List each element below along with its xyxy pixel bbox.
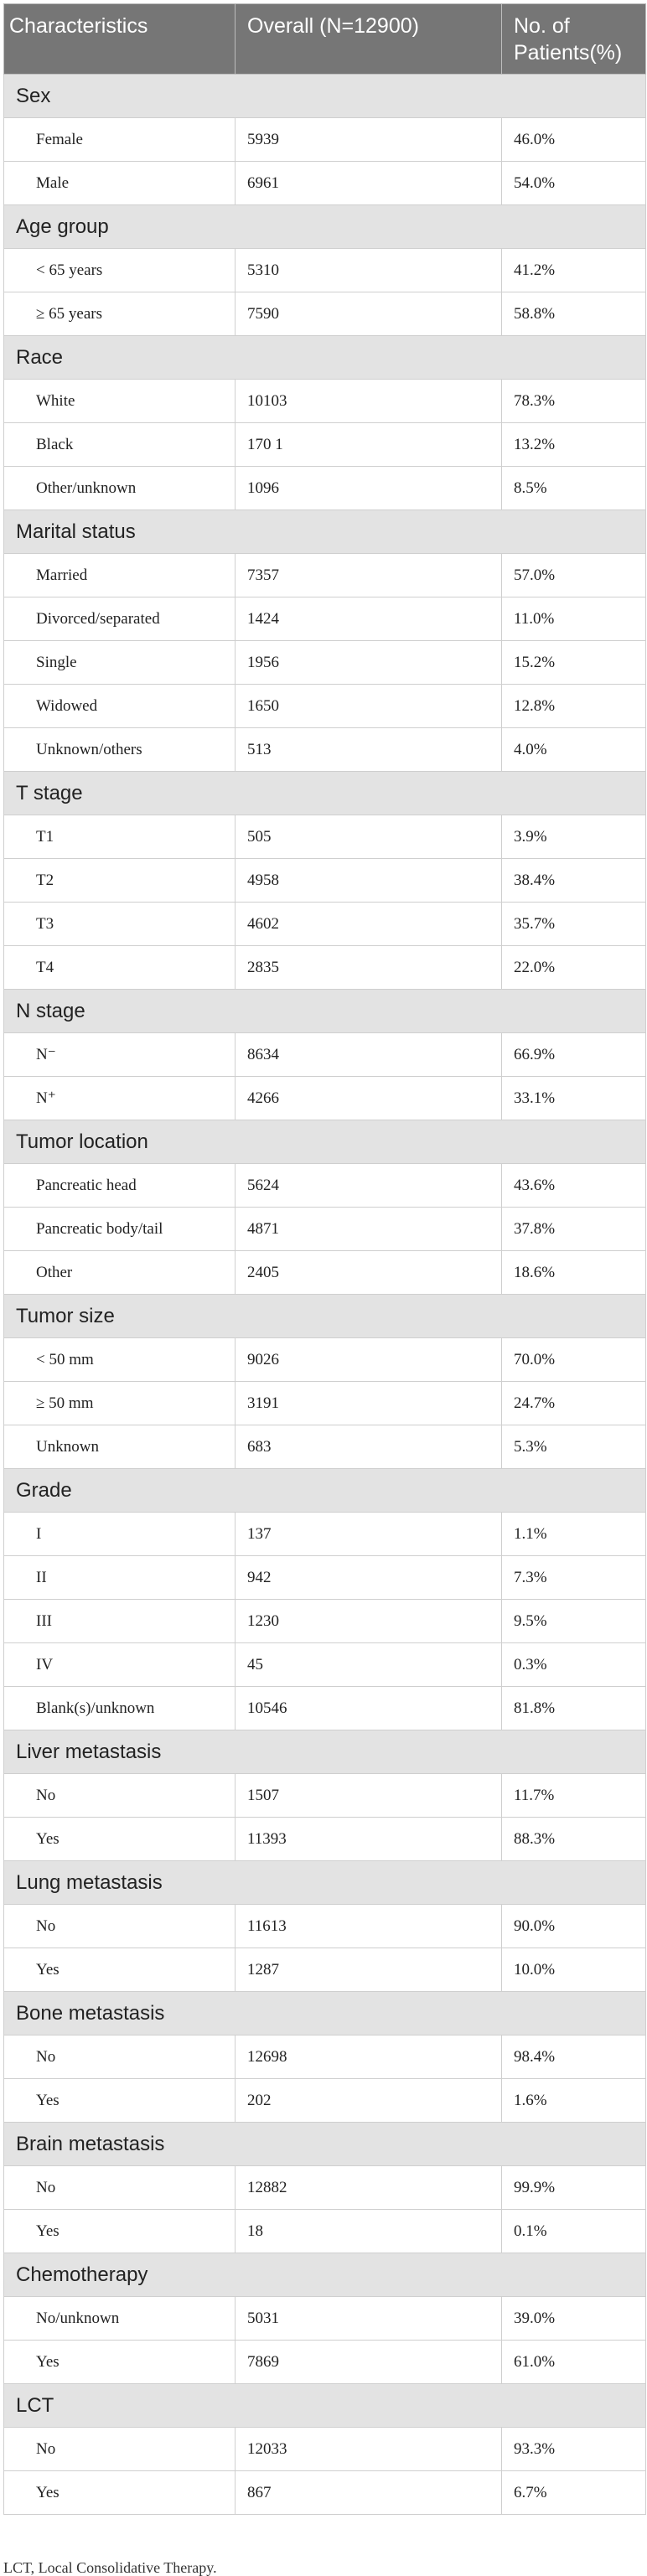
- row-count: 4266: [236, 1077, 502, 1120]
- row-count: 18: [236, 2210, 502, 2253]
- section-title: Chemotherapy: [4, 2253, 646, 2297]
- row-count: 4958: [236, 859, 502, 903]
- row-label: White: [4, 380, 236, 423]
- table-row: [4, 423, 646, 467]
- row-count: 11613: [236, 1905, 502, 1948]
- row-count: 1507: [236, 1774, 502, 1818]
- table-row: [4, 1251, 646, 1295]
- table-row: [4, 292, 646, 336]
- section-title: Liver metastasis: [4, 1730, 646, 1774]
- row-label: Divorced/separated: [4, 597, 236, 641]
- row-count: 6961: [236, 162, 502, 205]
- row-label: Black: [4, 423, 236, 467]
- row-count: 4871: [236, 1208, 502, 1251]
- row-percent: 38.4%: [502, 859, 646, 903]
- row-count: 12882: [236, 2166, 502, 2210]
- table-row: [4, 1338, 646, 1382]
- table-row: [4, 1208, 646, 1251]
- section-header-row: [4, 510, 646, 554]
- row-percent: 11.7%: [502, 1774, 646, 1818]
- row-percent: 99.9%: [502, 2166, 646, 2210]
- table-row: [4, 685, 646, 728]
- section-header-row: [4, 1861, 646, 1905]
- row-label: Married: [4, 554, 236, 597]
- table-row: [4, 2210, 646, 2253]
- row-percent: 66.9%: [502, 1033, 646, 1077]
- row-count: 7357: [236, 554, 502, 597]
- table-row: [4, 1905, 646, 1948]
- section-title: Lung metastasis: [4, 1861, 646, 1905]
- row-percent: 12.8%: [502, 685, 646, 728]
- row-label: I: [4, 1513, 236, 1556]
- row-count: 202: [236, 2079, 502, 2123]
- table-footnote: LCT, Local Consolidative Therapy.: [3, 2559, 217, 2576]
- row-count: 1424: [236, 597, 502, 641]
- row-percent: 10.0%: [502, 1948, 646, 1992]
- row-count: 170 1: [236, 423, 502, 467]
- row-label: N⁺: [4, 1077, 236, 1120]
- row-percent: 61.0%: [502, 2341, 646, 2384]
- row-count: 7590: [236, 292, 502, 336]
- row-count: 683: [236, 1425, 502, 1469]
- row-count: 5939: [236, 118, 502, 162]
- row-label: N⁻: [4, 1033, 236, 1077]
- row-percent: 70.0%: [502, 1338, 646, 1382]
- row-label: Blank(s)/unknown: [4, 1687, 236, 1730]
- row-percent: 9.5%: [502, 1600, 646, 1643]
- table-row: [4, 903, 646, 946]
- row-count: 2835: [236, 946, 502, 990]
- row-percent: 22.0%: [502, 946, 646, 990]
- table-row: [4, 380, 646, 423]
- row-percent: 1.1%: [502, 1513, 646, 1556]
- section-title: Race: [4, 336, 646, 380]
- row-label: ≥ 50 mm: [4, 1382, 236, 1425]
- table-header-row: [4, 4, 646, 75]
- row-label: Unknown: [4, 1425, 236, 1469]
- table-row: [4, 1600, 646, 1643]
- row-percent: 58.8%: [502, 292, 646, 336]
- table-row: [4, 1687, 646, 1730]
- table-row: [4, 1556, 646, 1600]
- section-header-row: [4, 1992, 646, 2035]
- row-count: 1096: [236, 467, 502, 510]
- section-title: Tumor size: [4, 1295, 646, 1338]
- row-percent: 93.3%: [502, 2428, 646, 2471]
- row-label: No: [4, 2166, 236, 2210]
- table-body: [4, 75, 646, 2515]
- section-header-row: [4, 1295, 646, 1338]
- row-percent: 5.3%: [502, 1425, 646, 1469]
- header-characteristics: Characteristics: [4, 4, 236, 75]
- row-percent: 46.0%: [502, 118, 646, 162]
- row-label: No: [4, 1774, 236, 1818]
- row-percent: 81.8%: [502, 1687, 646, 1730]
- row-percent: 4.0%: [502, 728, 646, 772]
- table-row: [4, 1774, 646, 1818]
- patient-characteristics-document: [3, 3, 645, 2515]
- row-label: T4: [4, 946, 236, 990]
- table-row: [4, 1513, 646, 1556]
- row-count: 867: [236, 2471, 502, 2515]
- table-row: [4, 1033, 646, 1077]
- row-count: 9026: [236, 1338, 502, 1382]
- row-percent: 41.2%: [502, 249, 646, 292]
- row-label: Male: [4, 162, 236, 205]
- section-title: Marital status: [4, 510, 646, 554]
- table-row: [4, 1948, 646, 1992]
- row-label: < 50 mm: [4, 1338, 236, 1382]
- row-label: IV: [4, 1643, 236, 1687]
- table-row: [4, 2035, 646, 2079]
- row-percent: 78.3%: [502, 380, 646, 423]
- section-title: LCT: [4, 2384, 646, 2428]
- row-count: 942: [236, 1556, 502, 1600]
- row-percent: 15.2%: [502, 641, 646, 685]
- section-title: N stage: [4, 990, 646, 1033]
- row-count: 1650: [236, 685, 502, 728]
- row-percent: 18.6%: [502, 1251, 646, 1295]
- section-header-row: [4, 1120, 646, 1164]
- table-row: [4, 2428, 646, 2471]
- section-title: Grade: [4, 1469, 646, 1513]
- section-header-row: [4, 1730, 646, 1774]
- row-label: Yes: [4, 1948, 236, 1992]
- table-row: [4, 2079, 646, 2123]
- section-title: Age group: [4, 205, 646, 249]
- row-count: 505: [236, 815, 502, 859]
- row-percent: 3.9%: [502, 815, 646, 859]
- row-label: No/unknown: [4, 2297, 236, 2341]
- section-header-row: [4, 2123, 646, 2166]
- row-percent: 24.7%: [502, 1382, 646, 1425]
- row-percent: 7.3%: [502, 1556, 646, 1600]
- row-percent: 0.1%: [502, 2210, 646, 2253]
- row-label: Single: [4, 641, 236, 685]
- section-header-row: [4, 1469, 646, 1513]
- row-count: 10546: [236, 1687, 502, 1730]
- row-count: 8634: [236, 1033, 502, 1077]
- section-title: T stage: [4, 772, 646, 815]
- row-count: 1287: [236, 1948, 502, 1992]
- table-row: [4, 554, 646, 597]
- row-count: 5031: [236, 2297, 502, 2341]
- section-header-row: [4, 2384, 646, 2428]
- row-label: Other/unknown: [4, 467, 236, 510]
- row-label: Female: [4, 118, 236, 162]
- section-title: Tumor location: [4, 1120, 646, 1164]
- row-percent: 90.0%: [502, 1905, 646, 1948]
- row-percent: 43.6%: [502, 1164, 646, 1208]
- row-label: Yes: [4, 2471, 236, 2515]
- section-header-row: [4, 336, 646, 380]
- row-label: No: [4, 2035, 236, 2079]
- table-row: [4, 118, 646, 162]
- section-header-row: [4, 990, 646, 1033]
- row-percent: 35.7%: [502, 903, 646, 946]
- row-percent: 98.4%: [502, 2035, 646, 2079]
- section-header-row: [4, 205, 646, 249]
- section-title: Bone metastasis: [4, 1992, 646, 2035]
- row-label: Widowed: [4, 685, 236, 728]
- row-label: T3: [4, 903, 236, 946]
- row-label: III: [4, 1600, 236, 1643]
- section-header-row: [4, 2253, 646, 2297]
- table-row: [4, 1382, 646, 1425]
- table-row: [4, 1425, 646, 1469]
- row-percent: 1.6%: [502, 2079, 646, 2123]
- row-percent: 33.1%: [502, 1077, 646, 1120]
- table-row: [4, 2341, 646, 2384]
- section-header-row: [4, 772, 646, 815]
- table-row: [4, 1077, 646, 1120]
- row-percent: 6.7%: [502, 2471, 646, 2515]
- header-patients-percent: No. of Patients(%): [502, 4, 646, 75]
- table-row: [4, 728, 646, 772]
- row-label: No: [4, 2428, 236, 2471]
- row-count: 11393: [236, 1818, 502, 1861]
- row-percent: 54.0%: [502, 162, 646, 205]
- table-row: [4, 1818, 646, 1861]
- row-label: T2: [4, 859, 236, 903]
- row-percent: 0.3%: [502, 1643, 646, 1687]
- characteristics-table: [3, 3, 646, 2515]
- row-label: II: [4, 1556, 236, 1600]
- row-count: 3191: [236, 1382, 502, 1425]
- row-percent: 57.0%: [502, 554, 646, 597]
- table-row: [4, 946, 646, 990]
- row-count: 1230: [236, 1600, 502, 1643]
- row-count: 137: [236, 1513, 502, 1556]
- row-count: 4602: [236, 903, 502, 946]
- row-label: ≥ 65 years: [4, 292, 236, 336]
- table-row: [4, 467, 646, 510]
- row-count: 7869: [236, 2341, 502, 2384]
- row-label: Other: [4, 1251, 236, 1295]
- row-percent: 37.8%: [502, 1208, 646, 1251]
- row-label: Unknown/others: [4, 728, 236, 772]
- table-row: [4, 2297, 646, 2341]
- row-percent: 11.0%: [502, 597, 646, 641]
- table-row: [4, 597, 646, 641]
- table-row: [4, 815, 646, 859]
- table-row: [4, 859, 646, 903]
- row-percent: 8.5%: [502, 467, 646, 510]
- table-row: [4, 1643, 646, 1687]
- row-percent: 88.3%: [502, 1818, 646, 1861]
- row-label: Yes: [4, 1818, 236, 1861]
- section-title: Sex: [4, 75, 646, 118]
- row-percent: 39.0%: [502, 2297, 646, 2341]
- table-row: [4, 2166, 646, 2210]
- row-label: Yes: [4, 2079, 236, 2123]
- row-count: 5624: [236, 1164, 502, 1208]
- row-count: 1956: [236, 641, 502, 685]
- row-label: Pancreatic head: [4, 1164, 236, 1208]
- section-title: Brain metastasis: [4, 2123, 646, 2166]
- table-row: [4, 2471, 646, 2515]
- table-row: [4, 641, 646, 685]
- row-count: 12698: [236, 2035, 502, 2079]
- row-count: 12033: [236, 2428, 502, 2471]
- row-label: Yes: [4, 2341, 236, 2384]
- row-count: 45: [236, 1643, 502, 1687]
- row-percent: 13.2%: [502, 423, 646, 467]
- section-header-row: [4, 75, 646, 118]
- table-row: [4, 249, 646, 292]
- row-label: No: [4, 1905, 236, 1948]
- header-overall: Overall (N=12900): [236, 4, 502, 75]
- row-label: T1: [4, 815, 236, 859]
- row-count: 10103: [236, 380, 502, 423]
- row-label: Pancreatic body/tail: [4, 1208, 236, 1251]
- table-row: [4, 1164, 646, 1208]
- table-row: [4, 162, 646, 205]
- row-count: 2405: [236, 1251, 502, 1295]
- row-label: < 65 years: [4, 249, 236, 292]
- row-count: 5310: [236, 249, 502, 292]
- row-count: 513: [236, 728, 502, 772]
- row-label: Yes: [4, 2210, 236, 2253]
